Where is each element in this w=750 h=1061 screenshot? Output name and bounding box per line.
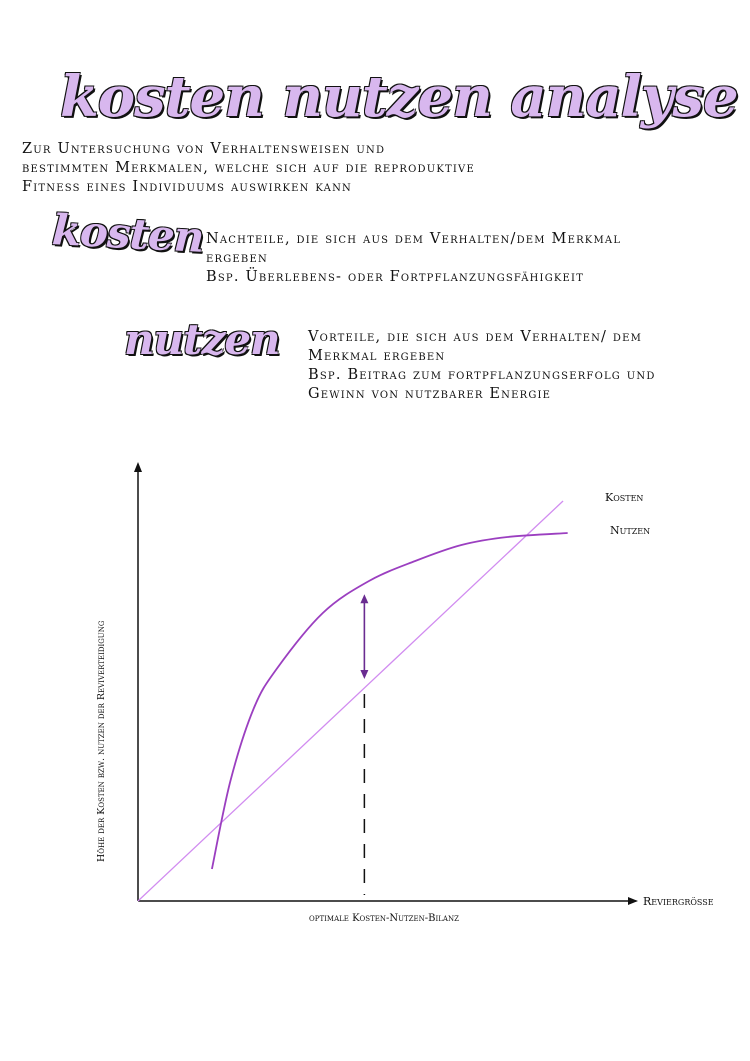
kosten-line: ergeben [206, 250, 268, 266]
kosten-heading: kosten [50, 205, 205, 262]
nutzen-line: Merkmal ergeben [308, 348, 446, 364]
y-axis-label: Höhe der Kosten bzw. nutzen der Reviverteidigung [96, 620, 107, 862]
kosten-line: Bsp. Überlebens- oder Fortpflanzungsfähigkeit [206, 269, 585, 285]
x-axis-arrowhead [628, 897, 638, 905]
intro-line: bestimmten Merkmalen, welche sich auf die reproduktive [22, 160, 475, 176]
nutzen-heading: nutzen [124, 315, 280, 364]
intro-text [22, 140, 475, 197]
kosten-line: Nachteile, die sich aus dem Verhalten/dem Merkmal [206, 231, 622, 247]
legend-kosten: Kosten [605, 491, 644, 504]
optimum-annotation: optimale Kosten-Nutzen-Bilanz [309, 913, 459, 924]
nutzen-line: Bsp. Beitrag zum fortpflanzungserfolg und [308, 367, 656, 383]
optimum-difference-arrow [360, 594, 368, 679]
arrow-head-bottom [360, 670, 368, 679]
x-axis-label: Reviergrösse [643, 895, 714, 908]
y-axis-arrowhead [134, 462, 142, 472]
kosten-definition [206, 230, 621, 287]
cost-benefit-chart [0, 450, 750, 930]
nutzen-definition [308, 328, 656, 404]
nutzen-line: Vorteile, die sich aus dem Verhalten/ dem [308, 329, 643, 345]
arrow-head-top [360, 594, 368, 603]
legend-nutzen: Nutzen [610, 524, 651, 537]
page-title: kosten nutzen analyse [60, 64, 738, 130]
nutzen-series-curve [212, 533, 568, 869]
intro-line: Fitness eines Individuums auswirken kann [22, 179, 352, 195]
intro-line: Zur Untersuchung von Verhaltensweisen und [22, 141, 386, 157]
kosten-series-line [138, 501, 563, 901]
nutzen-line: Gewinn von nutzbarer Energie [308, 386, 552, 402]
